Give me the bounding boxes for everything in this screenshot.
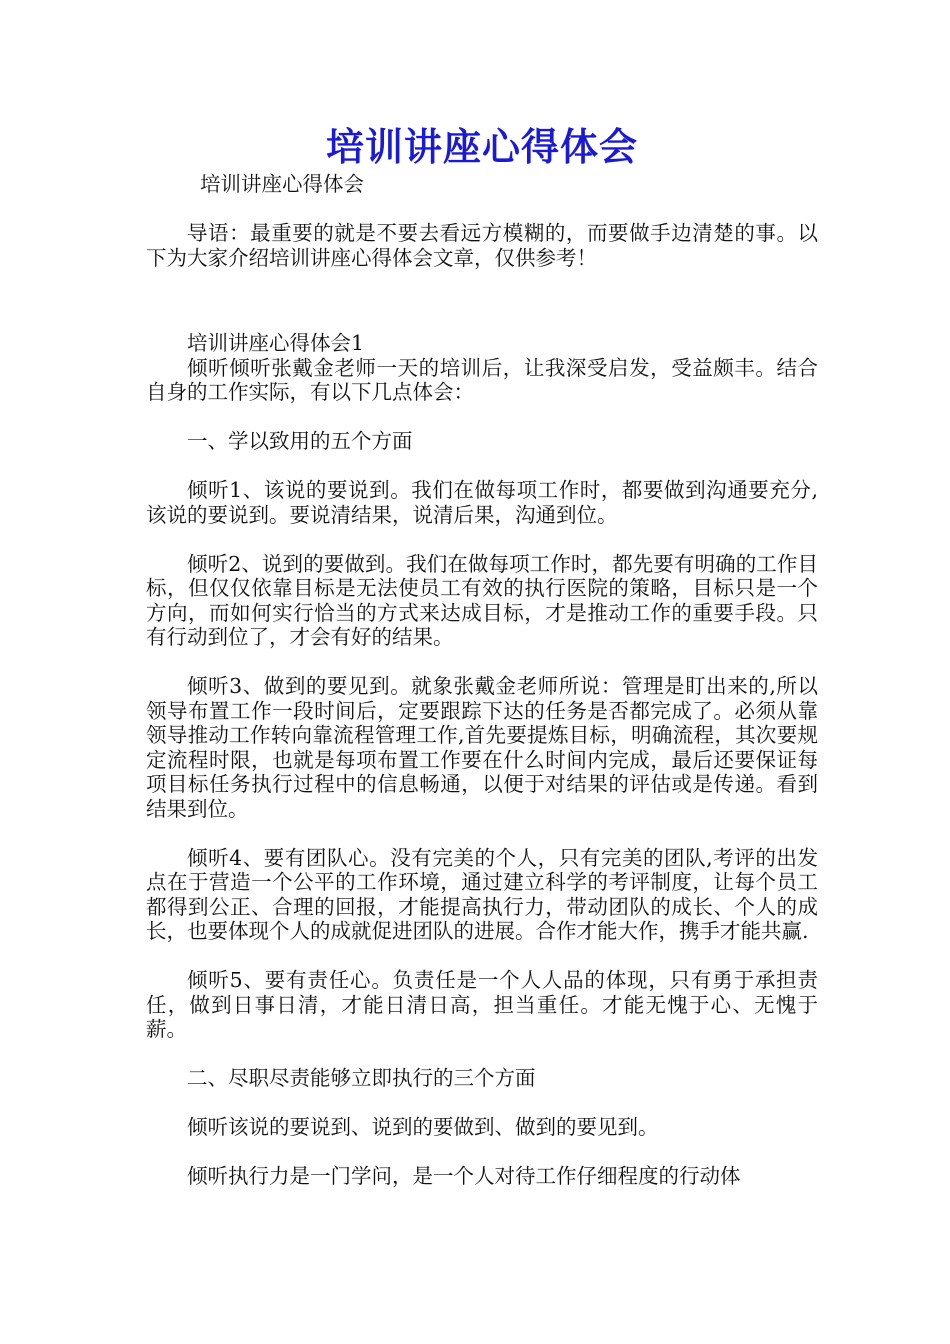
paragraph: 倾听倾听张戴金老师一天的培训后，让我深受启发，受益颇丰。结合自身的工作实际，有以下几点体会：: [146, 355, 818, 404]
document-subtitle: 培训讲座心得体会: [200, 172, 364, 196]
section-title: 培训讲座心得体会1: [187, 331, 365, 355]
paragraph: 倾听3、做到的要见到。就象张戴金老师所说：管理是盯出来的,所以领导布置工作一段时间后，定要跟踪下达的任务是否都完成了。必须从靠领导推动工作转向靠流程管理工作,首先要提炼目标，明确流程，其次要规定流程时限，也就是每项布置工作要在什么时间内完成，最后还要保证每项目标任务执行过程中的信息畅通，以便于对结果的评估或是传递。看到结果到位。: [146, 674, 818, 821]
document-title: 培训讲座心得体会: [325, 124, 638, 169]
heading-paragraph: 一、学以致用的五个方面: [187, 429, 413, 453]
document-page: [146, 120, 818, 1189]
paragraph: 倾听5、要有责任心。负责任是一个人人品的体现，只有勇于承担责任，做到日事日清，才能日清日高，担当重任。才能无愧于心、无愧于薪。: [146, 968, 818, 1041]
paragraph: 倾听4、要有团队心。没有完美的个人，只有完美的团队,考评的出发点在于营造一个公平的工作环境，通过建立科学的考评制度，让每个员工都得到公正、合理的回报，才能提高执行力，带动团队的成长、个人的成长，也要体现个人的成就促进团队的进展。合作才能大作，携手才能共赢.: [146, 845, 818, 943]
paragraph: 倾听该说的要说到、说到的要做到、做到的要见到。: [187, 1115, 659, 1139]
paragraph: 倾听2、说到的要做到。我们在做每项工作时，都先要有明确的工作目标，但仅仅依靠目标是无法使员工有效的执行医院的策略，目标只是一个方向，而如何实行恰当的方式来达成目标，才是推动工作的重要手段。只有行动到位了，才会有好的结果。: [146, 551, 818, 649]
paragraph: 倾听1、该说的要说到。我们在做每项工作时，都要做到沟通要充分,该说的要说到。要说清结果，说清后果，沟通到位。: [146, 478, 818, 527]
heading-paragraph: 二、尽职尽责能够立即执行的三个方面: [187, 1066, 536, 1090]
intro-paragraph: 导语：最重要的就是不要去看远方模糊的，而要做手边清楚的事。以下为大家介绍培训讲座心得体会文章，仅供参考！: [146, 221, 818, 270]
paragraph: 倾听执行力是一门学问，是一个人对待工作仔细程度的行动体: [187, 1164, 741, 1188]
